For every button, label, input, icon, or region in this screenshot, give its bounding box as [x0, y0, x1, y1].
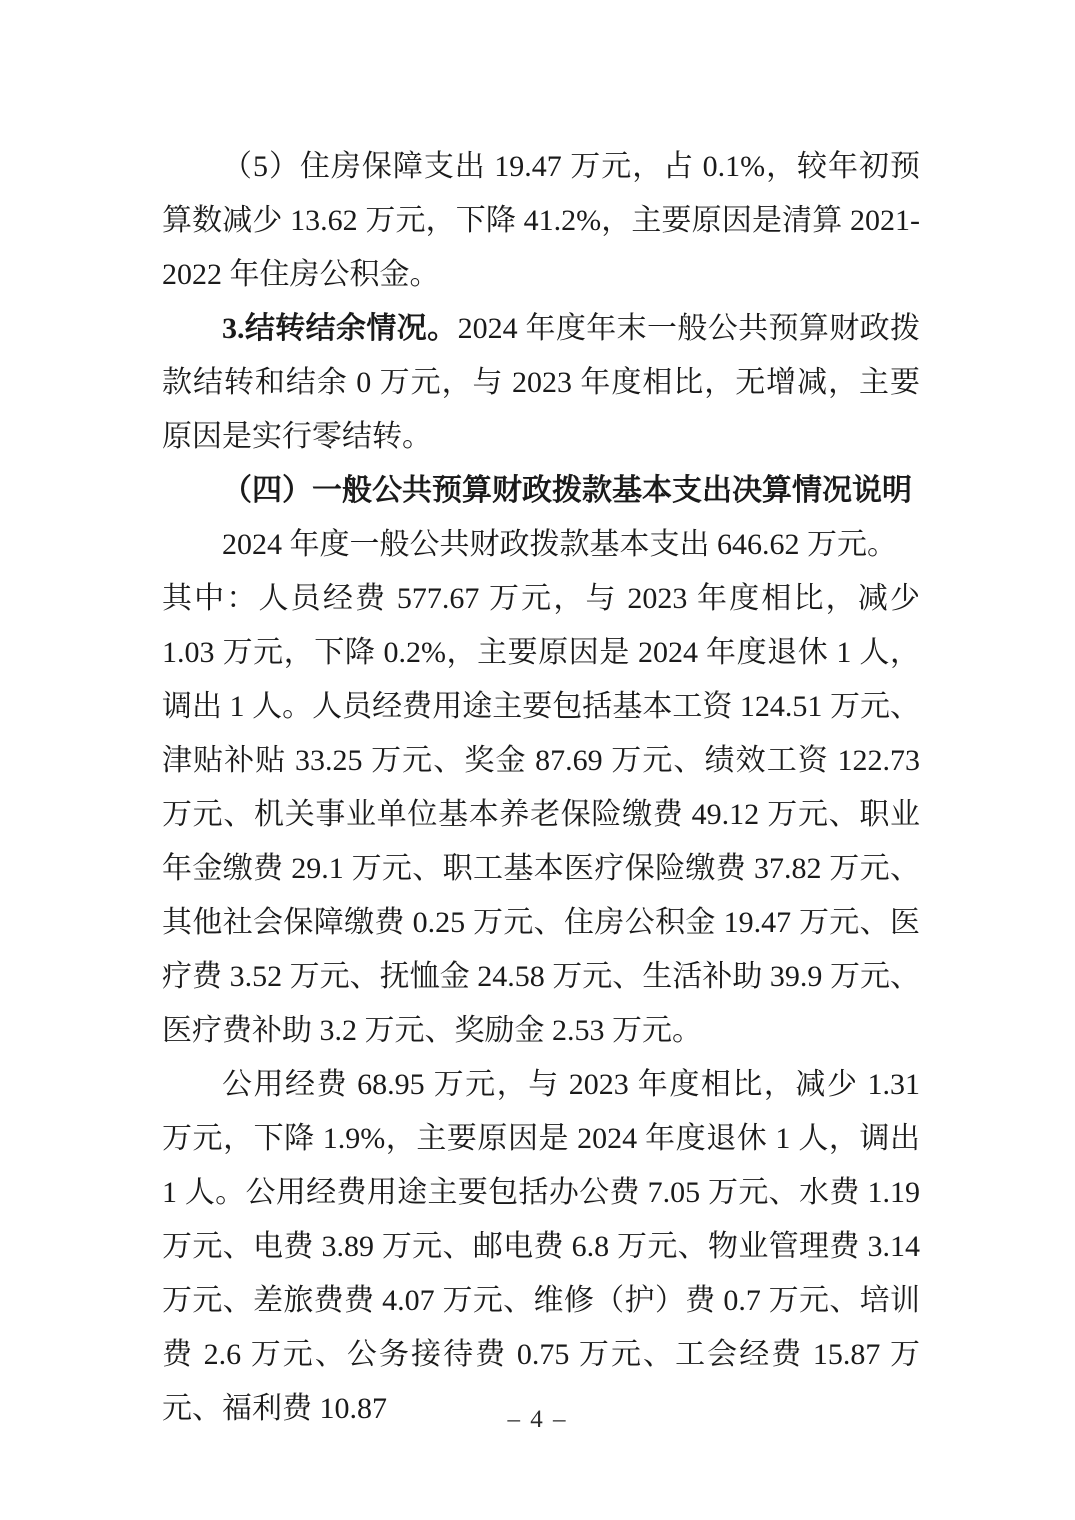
paragraph-housing-expense: （5）住房保障支出 19.47 万元，占 0.1%，较年初预算数减少 13.62 万元，下降 41.2%，主要原因是清算 2021-2022 年住房公积金。 [162, 150, 920, 291]
carryover-lead-label: 3.结转结余情况。 [222, 312, 458, 345]
page-number: – 4 – [507, 1406, 568, 1433]
section-heading-basic-expenditure: （四）一般公共预算财政拨款基本支出决算情况说明 [222, 474, 912, 507]
paragraph-basic-expenditure-total: 2024 年度一般公共财政拨款基本支出 646.62 万元。 [222, 528, 897, 561]
document-body [162, 140, 920, 1436]
carryover-text: 2024 年度年末一般公共预算财政拨款结转和结余 0 万元，与 2023 年度相比，无增减，主要原因是实行零结转。 [162, 312, 921, 453]
paragraph-public-funds: 公用经费 68.95 万元，与 2023 年度相比，减少 1.31 万元，下降 1.9%，主要原因是 2024 年度退休 1 人，调出 1 人。公用经费用途主要包括办公费 7.05 万元、水费 1.19 万元、电费 3.89 万元、邮电费 6.8 万元、物业管理费 3.14 万元、差旅费费 4.07 万元、维修（护）费 0.7 万元、培训费 2.6 万元、公务接待费 0.75 万元、工会经费 15.87 万元、福利费 10.87 [162, 1068, 920, 1425]
paragraph-carryover [162, 302, 920, 464]
paragraph-personnel-funds: 其中：人员经费 577.67 万元，与 2023 年度相比，减少 1.03 万元，下降 0.2%，主要原因是 2024 年度退休 1 人，调出 1 人。人员经费用途主要包括基本工资 124.51 万元、津贴补贴 33.25 万元、奖金 87.69 万元、绩效工资 122.73 万元、机关事业单位基本养老保险缴费 49.12 万元、职业年金缴费 29.1 万元、职工基本医疗保险缴费 37.82 万元、其他社会保障缴费 0.25 万元、住房公积金 19.47 万元、医疗费 3.52 万元、抚恤金 24.58 万元、生活补助 39.9 万元、医疗费补助 3.2 万元、奖励金 2.53 万元。 [162, 582, 920, 1047]
